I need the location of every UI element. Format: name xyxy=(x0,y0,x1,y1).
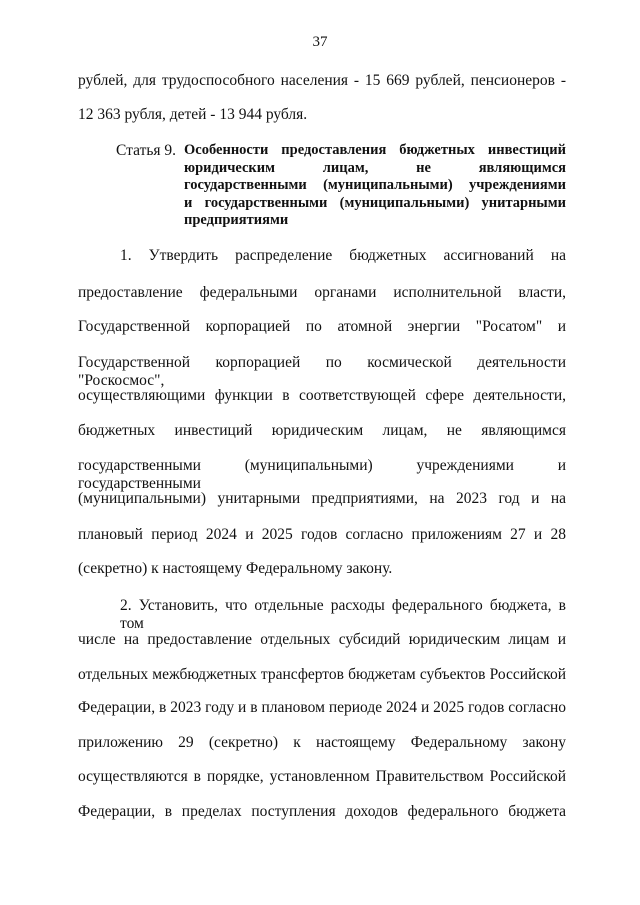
paragraph-1-line: 1. Утвердить распределение бюджетных ассигнований на xyxy=(120,247,566,264)
article-title-line: юридическим лицам, не являющимся xyxy=(184,159,566,176)
text-line: рублей, для трудоспособного населения - 15 669 рублей, пенсионеров - xyxy=(78,72,566,89)
article-label: Статья 9. xyxy=(116,142,177,159)
paragraph-1-line: предоставление федеральными органами исполнительной власти, xyxy=(78,284,566,301)
paragraph-2-line: отдельных межбюджетных трансфертов бюджетам субъектов Российской xyxy=(78,666,566,683)
paragraph-2-line: Федерации, в пределах поступления доходов федерального бюджета xyxy=(78,803,566,820)
article-title-line: Особенности предоставления бюджетных инвестиций xyxy=(184,142,566,158)
text-line: 12 363 рубля, детей - 13 944 рубля. xyxy=(78,106,308,123)
paragraph-1-line: Государственной корпорацией по атомной энергии "Росатом" и xyxy=(78,318,566,335)
article-title xyxy=(184,142,566,230)
paragraph-2-line: приложению 29 (секретно) к настоящему Федеральному закону xyxy=(78,734,566,751)
paragraph-2-line: 2. Установить, что отдельные расходы федерального бюджета, в том xyxy=(120,597,566,632)
article-title-line: предприятиями xyxy=(184,212,289,228)
paragraph-1-line: бюджетных инвестиций юридическим лицам, не являющимся xyxy=(78,422,566,439)
paragraph-1-line: (муниципальными) унитарными предприятиями, на 2023 год и на xyxy=(78,490,566,507)
article-title-line: и государственными (муниципальными) унитарными xyxy=(184,194,566,211)
paragraph-1-line: осуществляющими функции в соответствующей сфере деятельности, xyxy=(78,387,566,404)
page-number: 37 xyxy=(312,34,328,50)
article-title-line: государственными (муниципальными) учреждениями xyxy=(184,177,566,193)
paragraph-1-line: Государственной корпорацией по космической деятельности "Роскосмос", xyxy=(78,354,566,389)
paragraph-1-line: плановый период 2024 и 2025 годов согласно приложениям 27 и 28 xyxy=(78,526,566,543)
paragraph-1-line: (секретно) к настоящему Федеральному закону. xyxy=(78,560,393,577)
paragraph-1-line: государственными (муниципальными) учреждениями и государственными xyxy=(78,457,566,492)
paragraph-2-line: числе на предоставление отдельных субсидий юридическим лицам и xyxy=(78,631,566,648)
paragraph-2-line: осуществляются в порядке, установленном Правительством Российской xyxy=(78,768,566,785)
paragraph-2-line: Федерации, в 2023 году и в плановом периоде 2024 и 2025 годов согласно xyxy=(78,699,566,716)
